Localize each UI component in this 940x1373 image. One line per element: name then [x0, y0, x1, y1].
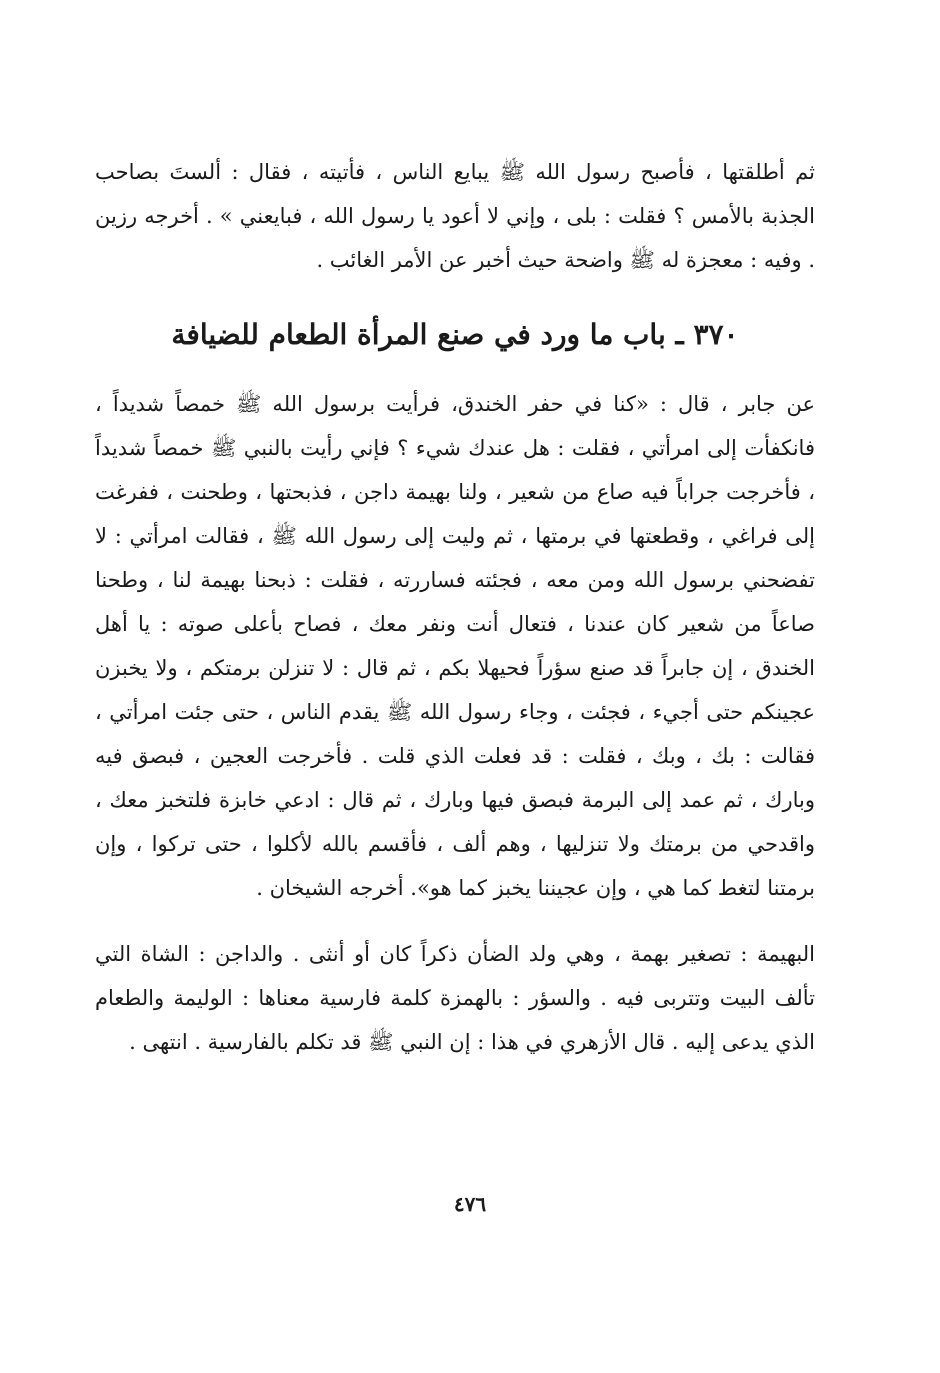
continuation-paragraph: ثم أطلقتها ، فأصبح رسول الله ﷺ يبايع الناس ، فأتيته ، فقال : ألستَ بصاحب الجذبة بالأمس ؟ فقلت : بلى ، وإني لا أعود يا رسول الله ، فبايعني » . أخرجه رزين . وفيه : معجزة له ﷺ واضحة حيث أخبر عن الأمر الغائب .	[95, 160, 815, 272]
book-page	[95, 150, 815, 1064]
hadith-paragraph: عن جابر ، قال : «كنا في حفر الخندق، فرأيت برسول الله ﷺ خمصاً شديداً ، فانكفأت إلى امرأتي ، فقلت : هل عندك شيء ؟ فإني رأيت بالنبي ﷺ خمصاً شديداً ، فأخرجت جراباً فيه صاع من شعير ، ولنا بهيمة داجن ، فذبحتها ، وطحنت ، ففرغت إلى فراغي ، وقطعتها في برمتها ، ثم وليت إلى رسول الله ﷺ ، فقالت امرأتي : لا تفضحني برسول الله ومن معه ، فجئته فساررته ، فقلت : ذبحنا بهيمة لنا ، وطحنا صاعاً من شعير كان عندنا ، فتعال أنت ونفر معك ، فصاح بأعلى صوته : يا أهل الخندق ، إن جابراً قد صنع سؤراً فحيهلا بكم ، ثم قال : لا تنزلن برمتكم ، ولا يخبزن عجينكم حتى أجيء ، فجئت ، وجاء رسول الله ﷺ يقدم الناس ، حتى جئت امرأتي ، فقالت : بك ، وبك ، فقلت : قد فعلت الذي قلت . فأخرجت العجين ، فبصق فيه وبارك ، ثم عمد إلى البرمة فبصق فيها وبارك ، ثم قال : ادعي خابزة فلتخبز معك ، واقدحي من برمتك ولا تنزليها ، وهم ألف ، فأقسم بالله لأكلوا ، حتى تركوا ، وإن برمتنا لتغط كما هي ، وإن عجيننا يخبز كما هو». أخرجه الشيخان .	[95, 392, 815, 900]
gloss-paragraph: البهيمة : تصغير بهمة ، وهي ولد الضأن ذكراً كان أو أنثى . والداجن : الشاة التي تألف البيت وتتربى فيه . والسؤر : بالهمزة كلمة فارسية معناها : الوليمة والطعام الذي يدعى إليه . قال الأزهري في هذا : إن النبي ﷺ قد تكلم بالفارسية . انتهى .	[95, 942, 815, 1054]
page-number: ٤٧٦	[453, 1192, 487, 1216]
section-heading: ٣٧٠ ـ باب ما ورد في صنع المرأة الطعام للضيافة	[171, 318, 739, 351]
